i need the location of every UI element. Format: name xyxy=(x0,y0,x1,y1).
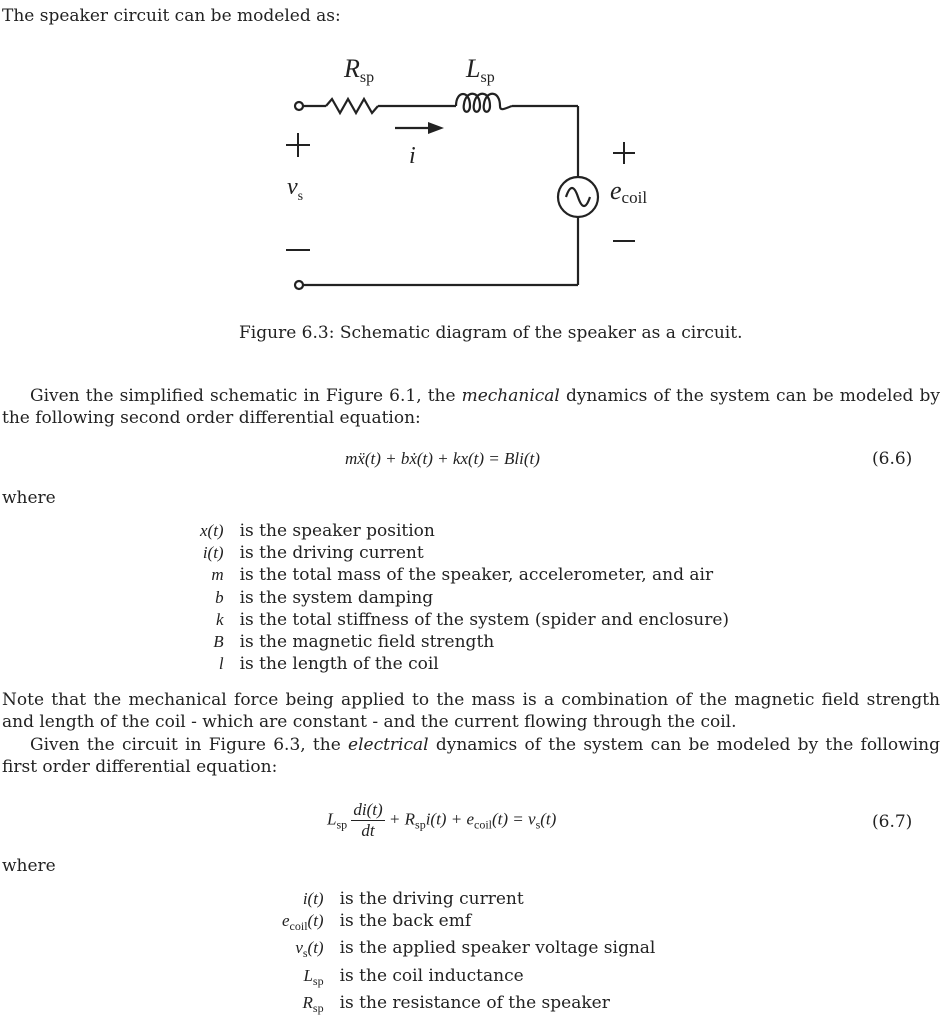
table-row: l is the length of the coil xyxy=(218,654,439,675)
source-voltage-label: $v_s$ xyxy=(287,174,304,204)
table-row: i(t) is the driving current xyxy=(202,543,424,564)
top-terminal xyxy=(295,102,303,110)
equation-number-6-6: (6.6) xyxy=(872,449,913,469)
table-row: i(t) is the driving current xyxy=(302,889,524,909)
paragraph-mechanical: Given the simplified schematic in Figure 6.1, the mechanical dynamics of the system can be modeled by the following second order differential equation: xyxy=(2,386,940,428)
where-label-1: where xyxy=(2,488,56,508)
table-row: $L_{sp}$ is the coil inductance xyxy=(303,965,524,988)
table-row: B is the magnetic field strength xyxy=(213,632,495,653)
definitions-electrical xyxy=(282,888,655,1019)
table-row: k is the total stiffness of the system (spider and enclosure) xyxy=(216,609,730,630)
table-row: $e_{coil}(t)$ is the back emf xyxy=(282,911,472,934)
equation-6-6: mẍ(t) + bẋ(t) + kx(t) = Bli(t) xyxy=(345,449,540,468)
table-row: $v_s(t)$ is the applied speaker voltage signal xyxy=(295,938,656,961)
where-label-2: where xyxy=(2,856,56,876)
table-row: $R_{sp}$ is the resistance of the speaker xyxy=(302,992,610,1015)
equation-6-7: $L_{sp}$ $\frac{di(t)}{dt}$ + $R_{sp}i(t) + e_{coil}(t) = v_s(t)$ xyxy=(327,800,557,840)
definitions-mechanical xyxy=(200,520,729,675)
bottom-terminal xyxy=(295,281,303,289)
inductor-label: Lsp xyxy=(466,54,495,86)
table-row: m is the total mass of the speaker, accelerometer, and air xyxy=(211,565,714,586)
circuit-diagram xyxy=(0,0,951,320)
paragraph-electrical: Given the circuit in Figure 6.3, the electrical dynamics of the system can be modeled by the following first order differential equation: xyxy=(2,735,940,777)
table-row: x(t) is the speaker position xyxy=(200,521,435,541)
intro-text: The speaker circuit can be modeled as: xyxy=(2,6,341,26)
resistor xyxy=(326,99,378,113)
sine-wave-icon xyxy=(566,188,590,206)
figure-caption: Figure 6.3: Schematic diagram of the speaker as a circuit. xyxy=(239,323,743,343)
resistor-label: Rsp xyxy=(344,54,375,86)
emf-label: ecoil xyxy=(610,176,648,207)
note-paragraph: Note that the mechanical force being applied to the mass is a combination of the magnetic field strength and length of the coil - which are constant - and the current flowing through the coil. xyxy=(2,690,940,732)
fraction: $\frac{di(t)}{dt}$ xyxy=(353,800,383,840)
current-label: i xyxy=(409,143,416,169)
equation-number-6-7: (6.7) xyxy=(872,812,913,832)
current-arrow-icon xyxy=(428,122,444,134)
table-row: b is the system damping xyxy=(215,587,434,608)
inductor xyxy=(456,94,512,112)
